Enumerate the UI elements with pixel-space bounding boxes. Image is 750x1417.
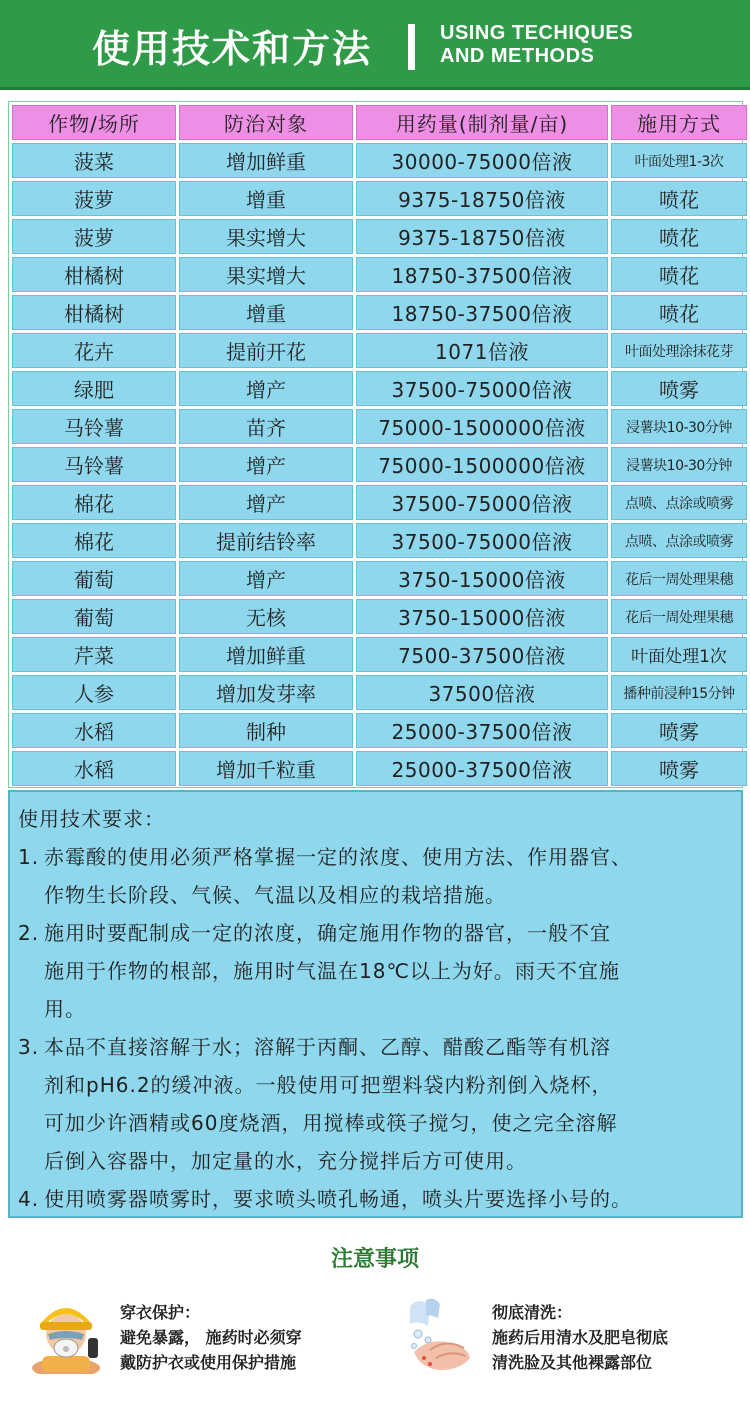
cell-method: 浸薯块10-30分钟 — [611, 409, 747, 444]
table-row — [12, 485, 747, 520]
table-row — [12, 181, 747, 216]
notice-washing-line2: 清洗脸及其他裸露部位 — [492, 1353, 653, 1372]
notice-protection-heading: 穿衣保护： — [120, 1303, 201, 1322]
cell-method: 叶面处理1-3次 — [611, 143, 747, 178]
cell-dosage: 37500-75000倍液 — [356, 523, 608, 558]
notice-protection — [120, 1300, 380, 1375]
column-header-target: 防治对象 — [179, 105, 353, 140]
notice-title: 注意事项 — [330, 1247, 419, 1272]
table-row — [12, 295, 747, 330]
cell-crop: 芹菜 — [12, 637, 176, 672]
requirement-text-continued: 作物生长阶段、气候、气温以及相应的栽培措施。 — [44, 883, 506, 907]
requirements-title: 使用技术要求： — [18, 807, 165, 831]
usage-table — [9, 102, 750, 789]
notice-washing — [492, 1300, 742, 1375]
cell-dosage: 37500倍液 — [356, 675, 608, 710]
cell-target: 增加鲜重 — [179, 637, 353, 672]
cell-dosage: 75000-1500000倍液 — [356, 409, 608, 444]
cell-dosage: 3750-15000倍液 — [356, 599, 608, 634]
cell-target: 增重 — [179, 295, 353, 330]
requirement-text: 赤霉酸的使用必须严格掌握一定的浓度、使用方法、作用器官、 — [44, 845, 632, 869]
cell-crop: 菠萝 — [12, 219, 176, 254]
cell-dosage: 18750-37500倍液 — [356, 295, 608, 330]
requirement-text-continued: 后倒入容器中，加定量的水，充分搅拌后方可使用。 — [44, 1149, 527, 1173]
requirement-number: 1. — [18, 845, 40, 869]
table-row — [12, 371, 747, 406]
notice-washing-line1: 施药后用清水及肥皂彻底 — [492, 1328, 669, 1347]
cell-method: 喷花 — [611, 295, 747, 330]
cell-crop: 柑橘树 — [12, 295, 176, 330]
table-row — [12, 219, 747, 254]
cell-target: 果实增大 — [179, 257, 353, 292]
table-row — [12, 143, 747, 178]
requirement-number: 2. — [18, 921, 40, 945]
cell-target: 增加鲜重 — [179, 143, 353, 178]
cell-crop: 人参 — [12, 675, 176, 710]
table-row — [12, 409, 747, 444]
hand-washing-icon — [400, 1296, 480, 1376]
cell-target: 无核 — [179, 599, 353, 634]
notice-protection-line2: 戴防护衣或使用保护措施 — [120, 1353, 297, 1372]
cell-target: 增产 — [179, 371, 353, 406]
page-title: 使用技术和方法 — [92, 27, 373, 71]
cell-dosage: 75000-1500000倍液 — [356, 447, 608, 482]
cell-target: 增加千粒重 — [179, 751, 353, 786]
cell-crop: 葡萄 — [12, 599, 176, 634]
cell-method: 喷花 — [611, 219, 747, 254]
column-header-method: 施用方式 — [611, 105, 747, 140]
cell-dosage: 1071倍液 — [356, 333, 608, 368]
cell-dosage: 18750-37500倍液 — [356, 257, 608, 292]
cell-method: 播种前浸种15分钟 — [611, 675, 747, 710]
cell-target: 提前开花 — [179, 333, 353, 368]
requirement-item — [18, 838, 735, 876]
requirement-text-continued: 施用于作物的根部，施用时气温在18℃以上为好。雨天不宜施 — [44, 959, 620, 983]
cell-target: 提前结铃率 — [179, 523, 353, 558]
page-header — [0, 0, 750, 90]
cell-method: 喷花 — [611, 257, 747, 292]
cell-method: 喷花 — [611, 181, 747, 216]
cell-target: 增重 — [179, 181, 353, 216]
requirement-item — [18, 1028, 735, 1066]
page-title-english — [440, 22, 633, 68]
requirement-text-continued: 剂和pH6.2的缓冲液。一般使用可把塑料袋内粉剂倒入烧杯， — [44, 1073, 613, 1097]
cell-target: 果实增大 — [179, 219, 353, 254]
requirement-text-continued: 用。 — [44, 997, 86, 1021]
cell-method: 花后一周处理果穗 — [611, 561, 747, 596]
cell-method: 喷雾 — [611, 713, 747, 748]
cell-method: 喷雾 — [611, 371, 747, 406]
cell-method: 叶面处理1次 — [611, 637, 747, 672]
usage-requirements — [8, 790, 743, 1218]
table-row — [12, 675, 747, 710]
cell-target: 增加发芽率 — [179, 675, 353, 710]
cell-crop: 葡萄 — [12, 561, 176, 596]
cell-target: 增产 — [179, 561, 353, 596]
table-row — [12, 333, 747, 368]
cell-target: 增产 — [179, 447, 353, 482]
cell-dosage: 30000-75000倍液 — [356, 143, 608, 178]
cell-crop: 棉花 — [12, 485, 176, 520]
requirement-text: 施用时要配制成一定的浓度，确定施用作物的器官，一般不宜 — [44, 921, 611, 945]
cell-dosage: 37500-75000倍液 — [356, 371, 608, 406]
requirement-text: 本品不直接溶解于水；溶解于丙酮、乙醇、醋酸乙酯等有机溶 — [44, 1035, 611, 1059]
cell-crop: 菠菜 — [12, 143, 176, 178]
table-row — [12, 447, 747, 482]
requirement-text: 使用喷雾器喷雾时，要求喷头喷孔畅通，喷头片要选择小号的。 — [44, 1187, 632, 1211]
cell-crop: 马铃薯 — [12, 447, 176, 482]
cell-method: 点喷、点涂或喷雾 — [611, 485, 747, 520]
cell-crop: 棉花 — [12, 523, 176, 558]
requirement-text-continued: 可加少许酒精或60度烧酒，用搅棒或筷子搅匀，使之完全溶解 — [44, 1111, 618, 1135]
table-row — [12, 751, 747, 786]
table-row — [12, 599, 747, 634]
cell-dosage: 25000-37500倍液 — [356, 751, 608, 786]
table-row — [12, 637, 747, 672]
requirement-number: 3. — [18, 1035, 40, 1059]
cell-dosage: 25000-37500倍液 — [356, 713, 608, 748]
requirement-item — [18, 914, 735, 952]
requirement-number: 4. — [18, 1187, 40, 1211]
column-header-dosage: 用药量(制剂量/亩) — [356, 105, 608, 140]
notice-protection-line1: 避免暴露， 施药时必须穿 — [120, 1328, 302, 1347]
cell-crop: 水稻 — [12, 751, 176, 786]
table-row — [12, 561, 747, 596]
cell-crop: 柑橘树 — [12, 257, 176, 292]
cell-crop: 绿肥 — [12, 371, 176, 406]
cell-dosage: 3750-15000倍液 — [356, 561, 608, 596]
requirement-item — [18, 1180, 735, 1218]
notice-washing-heading: 彻底清洗： — [492, 1303, 573, 1322]
cell-dosage: 9375-18750倍液 — [356, 219, 608, 254]
cell-crop: 水稻 — [12, 713, 176, 748]
cell-method: 点喷、点涂或喷雾 — [611, 523, 747, 558]
cell-crop: 花卉 — [12, 333, 176, 368]
cell-target: 制种 — [179, 713, 353, 748]
cell-crop: 马铃薯 — [12, 409, 176, 444]
title-divider — [408, 24, 415, 70]
cell-target: 增产 — [179, 485, 353, 520]
table-row — [12, 523, 747, 558]
cell-dosage: 37500-75000倍液 — [356, 485, 608, 520]
cell-method: 花后一周处理果穗 — [611, 599, 747, 634]
cell-crop: 菠萝 — [12, 181, 176, 216]
cell-method: 叶面处理涂抹花芽 — [611, 333, 747, 368]
cell-method: 浸薯块10-30分钟 — [611, 447, 747, 482]
column-header-crop: 作物/场所 — [12, 105, 176, 140]
cell-target: 苗齐 — [179, 409, 353, 444]
table-row — [12, 713, 747, 748]
protective-worker-icon — [28, 1298, 104, 1374]
title-en-line2: AND METHODS — [440, 45, 595, 67]
table-header-row — [12, 105, 747, 140]
cell-dosage: 7500-37500倍液 — [356, 637, 608, 672]
usage-table-container — [8, 101, 743, 788]
title-en-line1: USING TECHIQUES — [440, 22, 634, 44]
cell-method: 喷雾 — [611, 751, 747, 786]
table-row — [12, 257, 747, 292]
cell-dosage: 9375-18750倍液 — [356, 181, 608, 216]
